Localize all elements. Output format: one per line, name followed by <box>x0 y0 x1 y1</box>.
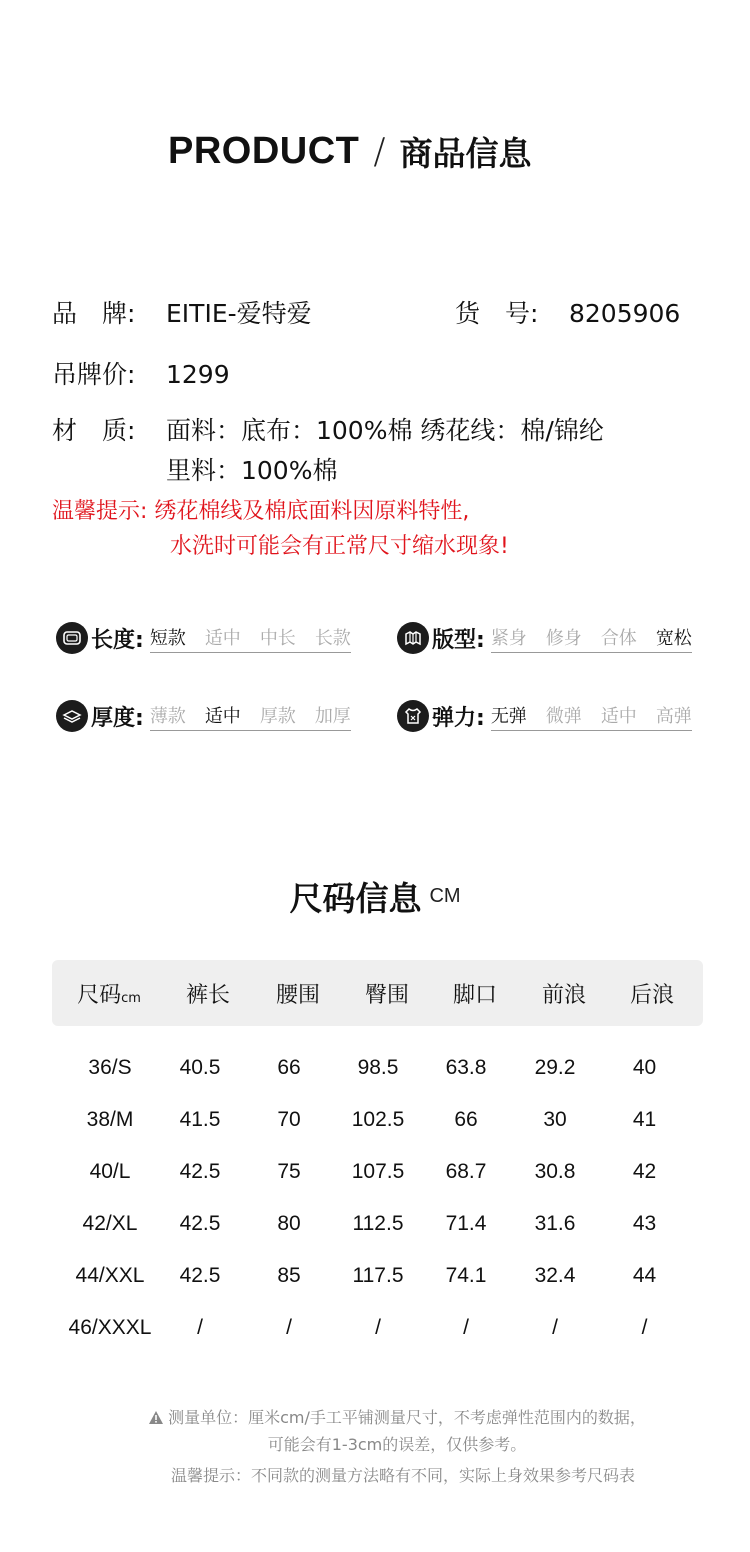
table-cell: / <box>375 1316 381 1339</box>
attr-fit-option: 紧身 <box>490 627 527 649</box>
section-title <box>168 128 532 175</box>
size-title-unit: CM <box>429 885 461 907</box>
price-value: 1299 <box>166 360 230 389</box>
size-table-body <box>65 1042 696 1354</box>
attr-thickness-option: 厚款 <box>259 705 296 727</box>
attr-length-label: 长度: <box>91 627 144 653</box>
table-cell: 112.5 <box>352 1212 404 1235</box>
price-label: 吊牌价: <box>52 360 136 389</box>
table-cell: / <box>286 1316 292 1339</box>
header-size: 尺码cm <box>77 982 141 1008</box>
fit-icon <box>397 622 429 654</box>
table-cell: 46/XXXL <box>68 1316 152 1339</box>
table-cell: 38/M <box>86 1108 134 1131</box>
table-cell: 41.5 <box>179 1108 221 1131</box>
attr-length <box>56 622 351 654</box>
table-cell: 44/XXL <box>75 1264 145 1287</box>
note-line-1 <box>22 1405 750 1429</box>
table-cell: 41 <box>632 1108 657 1131</box>
warning-text-2: 水洗时可能会有正常尺寸缩水现象! <box>170 534 509 559</box>
price-row <box>52 355 230 391</box>
warning-triangle-icon <box>148 1410 164 1429</box>
header-waist: 腰围 <box>275 982 320 1008</box>
table-row <box>65 1198 696 1250</box>
table-cell: 71.4 <box>445 1212 487 1235</box>
table-cell: / <box>197 1316 203 1339</box>
table-cell: / <box>641 1316 648 1339</box>
size-table-header <box>52 960 703 1026</box>
attr-elasticity-option: 适中 <box>600 705 637 727</box>
sku-field <box>455 294 680 330</box>
attr-elasticity-options <box>491 702 692 731</box>
attr-fit-option: 宽松 <box>655 627 692 649</box>
elasticity-icon <box>397 700 429 732</box>
table-cell: / <box>552 1316 558 1339</box>
table-cell: 43 <box>632 1212 657 1235</box>
table-cell: 42 <box>632 1160 657 1183</box>
attr-elasticity-option: 高弹 <box>655 705 692 727</box>
header-hem: 脚口 <box>452 982 497 1008</box>
table-cell: 30.8 <box>534 1160 576 1183</box>
attr-fit-option: 修身 <box>545 627 582 649</box>
table-cell: 42.5 <box>179 1160 221 1183</box>
attr-thickness-option: 加厚 <box>314 705 351 727</box>
material-row <box>52 411 604 447</box>
attr-length-options <box>150 624 351 653</box>
table-cell: 44 <box>632 1264 657 1287</box>
table-cell: 36/S <box>88 1056 132 1079</box>
table-cell: / <box>463 1316 469 1339</box>
table-cell: 42.5 <box>179 1264 221 1287</box>
attr-fit-option: 合体 <box>600 627 637 649</box>
table-row <box>65 1146 696 1198</box>
header-front-rise: 前浪 <box>541 982 586 1008</box>
warning-text-1: 绣花棉线及棉底面料因原料特性, <box>154 499 470 524</box>
brand-value: EITIE-爱特爱 <box>166 299 312 328</box>
table-cell: 80 <box>277 1212 301 1235</box>
table-cell: 70 <box>277 1108 301 1131</box>
table-cell: 66 <box>454 1108 478 1131</box>
table-cell: 29.2 <box>534 1056 576 1079</box>
table-row <box>65 1302 696 1354</box>
table-cell: 32.4 <box>534 1264 576 1287</box>
table-cell: 66 <box>277 1056 301 1079</box>
attr-length-option: 适中 <box>204 627 241 649</box>
table-cell: 75 <box>277 1160 301 1183</box>
attr-elasticity <box>397 700 692 732</box>
table-cell: 74.1 <box>445 1264 487 1287</box>
table-cell: 85 <box>277 1264 301 1287</box>
lining-value: 里料：100%棉 <box>166 456 338 485</box>
table-cell: 40/L <box>89 1160 131 1183</box>
table-cell: 30 <box>543 1108 567 1131</box>
table-cell: 40.5 <box>179 1056 221 1079</box>
sku-value: 8205906 <box>569 299 681 328</box>
note-line-3: 温馨提示：不同款的测量方法略有不同，实际上身效果参考尺码表 <box>170 1466 635 1485</box>
attr-length-option: 长款 <box>314 627 351 649</box>
note-text-1: 测量单位：厘米cm/手工平铺测量尺寸，不考虑弹性范围内的数据， <box>168 1408 646 1427</box>
header-back-rise: 后浪 <box>629 982 674 1008</box>
thickness-icon <box>56 700 88 732</box>
table-row <box>65 1094 696 1146</box>
header-hip: 臀围 <box>364 982 409 1008</box>
header-size-unit: cm <box>121 990 141 1006</box>
table-cell: 102.5 <box>351 1108 405 1131</box>
attr-fit-label: 版型: <box>432 627 485 653</box>
table-cell: 42.5 <box>179 1212 221 1235</box>
warning-label: 温馨提示: <box>52 499 148 524</box>
table-cell: 42/XL <box>82 1212 138 1235</box>
size-title <box>0 873 750 920</box>
size-title-text: 尺码信息 <box>289 879 422 918</box>
attr-elasticity-option: 无弹 <box>490 705 527 727</box>
attr-length-option: 中长 <box>259 627 296 649</box>
note-line-2: 可能会有1-3cm的误差，仅供参考。 <box>267 1435 527 1454</box>
brand-row <box>52 294 702 330</box>
header-length: 裤长 <box>185 982 230 1008</box>
attr-fit <box>397 622 692 654</box>
table-cell: 63.8 <box>445 1056 487 1079</box>
attr-thickness <box>56 700 351 732</box>
length-icon <box>56 622 88 654</box>
title-chinese: 商品信息 <box>399 134 532 173</box>
table-cell: 68.7 <box>445 1160 487 1183</box>
table-cell: 40 <box>632 1056 657 1079</box>
title-english: PRODUCT <box>168 130 360 172</box>
attr-fit-options <box>491 624 692 653</box>
table-cell: 31.6 <box>534 1212 576 1235</box>
material-value: 面料：底布：100%棉 绣花线：棉/锦纶 <box>166 416 604 445</box>
sku-label: 货 号: <box>455 299 539 328</box>
table-row <box>65 1042 696 1094</box>
attr-elasticity-label: 弹力: <box>432 705 485 731</box>
attr-thickness-option: 薄款 <box>149 705 186 727</box>
warning-line-1 <box>52 494 469 525</box>
attr-thickness-label: 厚度: <box>91 705 144 731</box>
attr-thickness-option: 适中 <box>204 705 241 727</box>
table-cell: 107.5 <box>351 1160 405 1183</box>
table-row <box>65 1250 696 1302</box>
attr-thickness-options <box>150 702 351 731</box>
brand-label: 品 牌: <box>52 299 136 328</box>
table-cell: 117.5 <box>352 1264 404 1287</box>
attr-length-option: 短款 <box>149 627 186 649</box>
title-slash: / <box>373 131 386 172</box>
table-cell: 98.5 <box>357 1056 399 1079</box>
material-label: 材 质: <box>52 416 136 445</box>
attr-elasticity-option: 微弹 <box>545 705 582 727</box>
